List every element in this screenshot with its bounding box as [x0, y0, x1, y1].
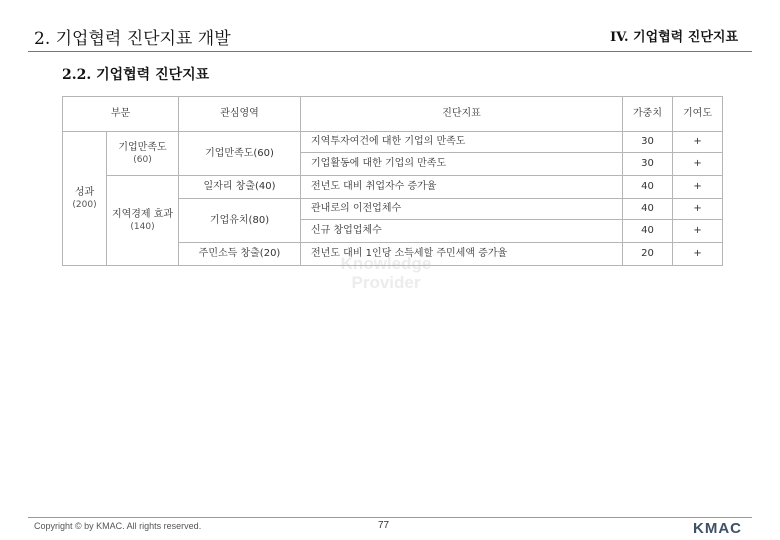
weight-cell: 40	[623, 220, 673, 243]
header-divider	[28, 51, 752, 52]
header-weight: 가중치	[623, 97, 673, 132]
indicator-cell: 신규 창업업체수	[301, 220, 623, 243]
header-contribution: 기여도	[673, 97, 723, 132]
weight-cell: 20	[623, 243, 673, 266]
indicator-cell: 관내로의 이전업체수	[301, 199, 623, 220]
group-cell	[107, 132, 179, 176]
diagnostic-indicator-table	[62, 96, 723, 266]
contribution-cell: +	[673, 153, 723, 176]
concern-cell: 주민소득 창출(20)	[179, 243, 301, 266]
indicator-cell: 지역투자여건에 대한 기업의 만족도	[301, 132, 623, 153]
indicator-cell: 전년도 대비 취업자수 증가율	[301, 176, 623, 199]
header-concern: 관심영역	[179, 97, 301, 132]
division-main-sub: (200)	[72, 199, 97, 210]
table-row	[63, 132, 723, 153]
group-sub: (140)	[130, 221, 155, 232]
division-main-label: 성과	[74, 186, 95, 198]
contribution-cell: +	[673, 132, 723, 153]
group-cell	[107, 176, 179, 266]
contribution-cell: +	[673, 220, 723, 243]
weight-cell: 40	[623, 176, 673, 199]
footer-divider	[28, 517, 752, 518]
concern-cell: 일자리 창출(40)	[179, 176, 301, 199]
kmac-logo: KMAC	[693, 520, 742, 537]
table-row	[63, 176, 723, 199]
indicator-cell: 기업활동에 대한 기업의 만족도	[301, 153, 623, 176]
concern-cell: 기업만족도(60)	[179, 132, 301, 176]
watermark-line-1: Knowledge	[340, 254, 432, 273]
page-header-title: 2. 기업협력 진단지표 개발	[34, 29, 231, 49]
division-main-cell	[63, 132, 107, 266]
contribution-cell: +	[673, 199, 723, 220]
contribution-cell: +	[673, 176, 723, 199]
weight-cell: 30	[623, 132, 673, 153]
header-indicator: 진단지표	[301, 97, 623, 132]
page-number: 77	[378, 520, 390, 531]
group-label: 기업만족도	[118, 141, 167, 153]
section-title: 2.2. 기업협력 진단지표	[62, 67, 210, 83]
header-division: 부문	[63, 97, 179, 132]
concern-cell: 기업유치(80)	[179, 199, 301, 243]
copyright-text: Copyright © by KMAC. All rights reserved.	[34, 521, 202, 531]
chapter-title: IV. 기업협력 진단지표	[610, 30, 738, 45]
table-header-row	[63, 97, 723, 132]
indicator-cell: 전년도 대비 1인당 소득세할 주민세액 증가율	[301, 243, 623, 266]
contribution-cell: +	[673, 243, 723, 266]
group-label: 지역경제 효과	[111, 208, 174, 220]
weight-cell: 30	[623, 153, 673, 176]
group-sub: (60)	[133, 154, 152, 165]
weight-cell: 40	[623, 199, 673, 220]
watermark-line-2: Provider	[351, 273, 421, 292]
